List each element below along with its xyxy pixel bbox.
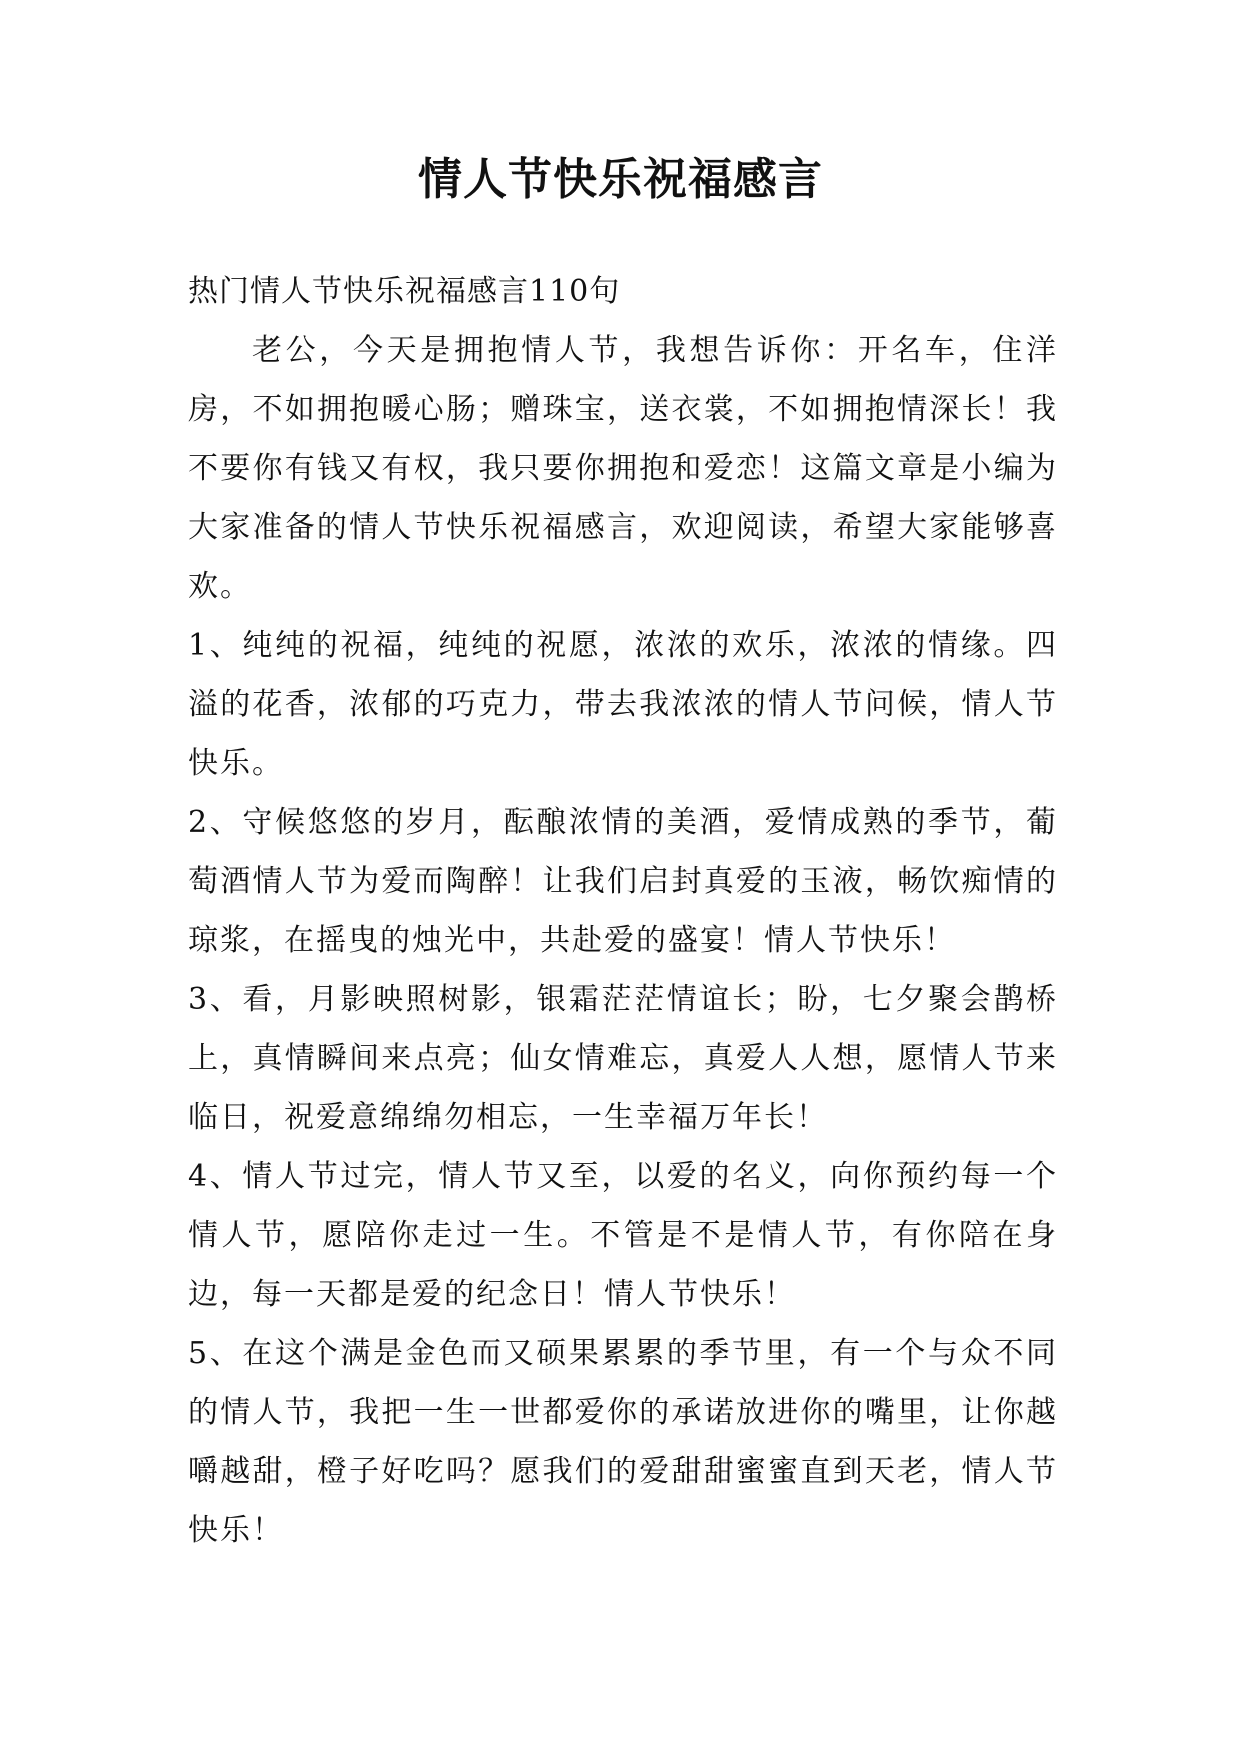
list-item: 4、情人节过完，情人节又至，以爱的名义，向你预约每一个情人节，愿陪你走过一生。不管是不是情人节，有你陪在身边，每一天都是爱的纪念日！情人节快乐！ <box>188 1159 1058 1312</box>
list-item: 1、纯纯的祝福，纯纯的祝愿，浓浓的欢乐，浓浓的情缘。四溢的花香，浓郁的巧克力，带去我浓浓的情人节问候，情人节快乐。 <box>188 628 1058 781</box>
list-item: 3、看，月影映照树影，银霜茫茫情谊长；盼，七夕聚会鹊桥上，真情瞬间来点亮；仙女情难忘，真爱人人想，愿情人节来临日，祝爱意绵绵勿相忘，一生幸福万年长！ <box>188 982 1058 1135</box>
list-item: 2、守候悠悠的岁月，酝酿浓情的美酒，爱情成熟的季节，葡萄酒情人节为爱而陶醉！让我们启封真爱的玉液，畅饮痴情的琼浆，在摇曳的烛光中，共赴爱的盛宴！情人节快乐！ <box>188 805 1058 958</box>
document-subtitle: 热门情人节快乐祝福感言110句 <box>188 274 621 309</box>
list-item: 5、在这个满是金色而又硕果累累的季节里，有一个与众不同的情人节，我把一生一世都爱你的承诺放进你的嘴里，让你越嚼越甜，橙子好吃吗？愿我们的爱甜甜蜜蜜直到天老，情人节快乐！ <box>188 1336 1058 1548</box>
document-title: 情人节快乐祝福感言 <box>418 154 823 205</box>
document-body <box>188 262 1058 1560</box>
intro-paragraph: 老公，今天是拥抱情人节，我想告诉你：开名车，住洋房，不如拥抱暖心肠；赠珠宝，送衣裳，不如拥抱情深长！我不要你有钱又有权，我只要你拥抱和爱恋！这篇文章是小编为大家准备的情人节快乐祝福感言，欢迎阅读，希望大家能够喜欢。 <box>188 333 1058 604</box>
